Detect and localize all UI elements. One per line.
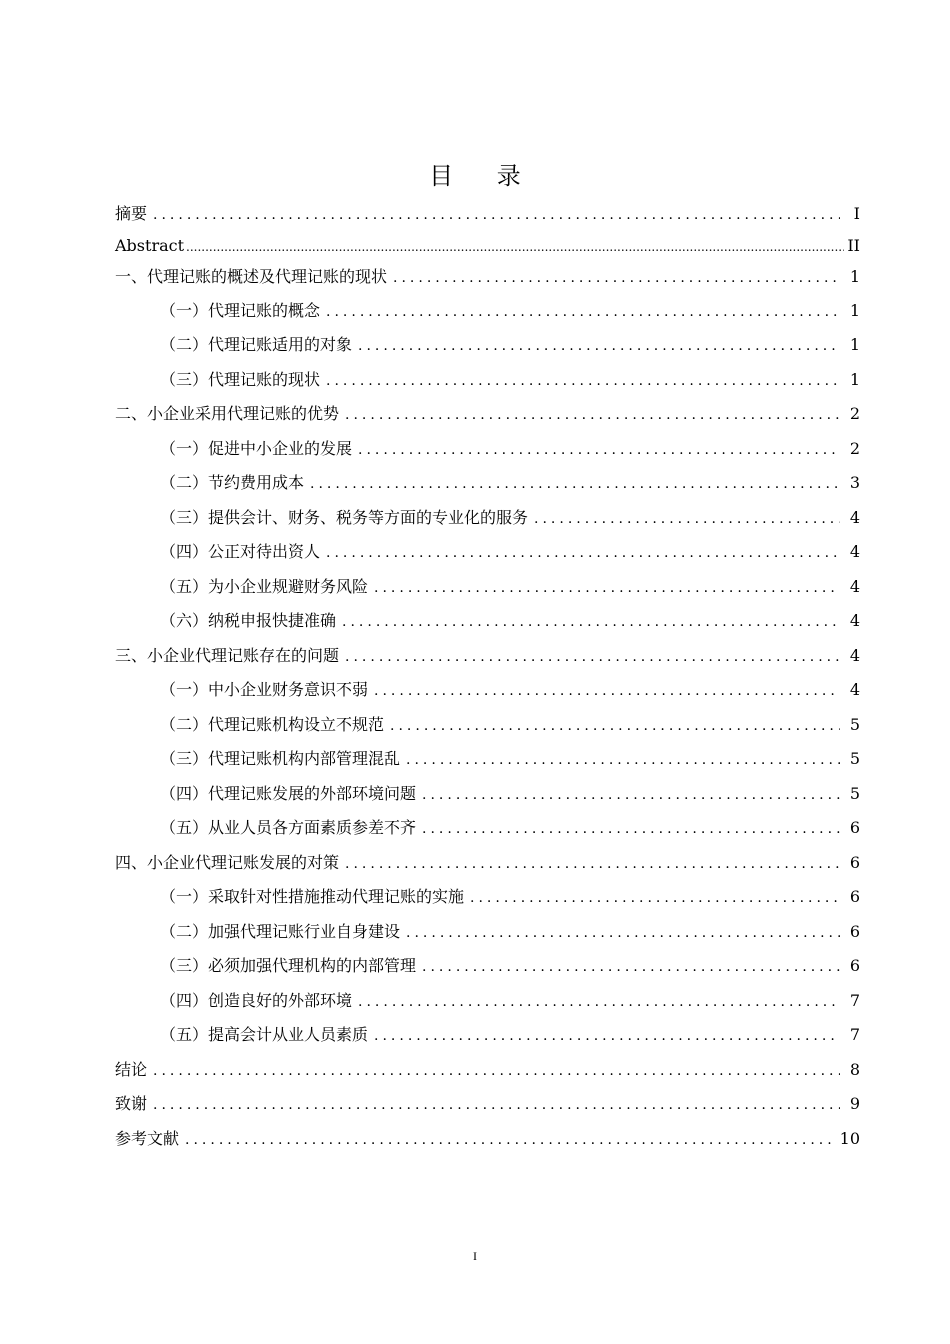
toc-entry-label: （一）代理记账的概念 — [160, 301, 321, 320]
toc-entry-label: 致谢 — [115, 1094, 148, 1113]
toc-leader-dots — [185, 1129, 834, 1151]
toc-entry[interactable] — [115, 609, 860, 633]
toc-entry-page: 1 — [849, 370, 860, 389]
toc-entry-page: 7 — [849, 991, 860, 1010]
toc-entry[interactable] — [115, 575, 860, 599]
toc-entry-label: （四）公正对待出资人 — [160, 542, 321, 561]
toc-entry[interactable] — [115, 816, 860, 840]
toc-entry[interactable] — [115, 265, 860, 289]
toc-entry[interactable] — [115, 678, 860, 702]
toc-entry-label: 三、小企业代理记账存在的问题 — [115, 646, 340, 665]
toc-entry-label: （三）必须加强代理机构的内部管理 — [160, 956, 417, 975]
toc-entry-label: （二）代理记账机构设立不规范 — [160, 715, 385, 734]
toc-entry-page: 6 — [849, 922, 860, 941]
toc-entry-page: 5 — [849, 749, 860, 768]
page-number: I — [473, 1249, 477, 1263]
toc-entry-label: （六）纳税申报快捷准确 — [160, 611, 337, 630]
toc-entry-page: 4 — [849, 646, 860, 665]
toc-entry[interactable] — [115, 920, 860, 944]
toc-entry-page: 2 — [849, 439, 860, 458]
toc-leader-dots — [358, 991, 840, 1013]
toc-leader-dots — [470, 887, 840, 909]
toc-entry[interactable] — [115, 368, 860, 392]
toc-leader-dots — [342, 611, 840, 633]
toc-entry-page: 9 — [849, 1094, 860, 1113]
toc-entry-label: 结论 — [115, 1060, 148, 1079]
toc-leader-dots — [374, 680, 840, 702]
toc-entry[interactable] — [115, 1092, 860, 1116]
toc-entry[interactable] — [115, 506, 860, 530]
toc-entry-label: 二、小企业采用代理记账的优势 — [115, 404, 340, 423]
toc-entry-page: 4 — [849, 577, 860, 596]
toc-entry[interactable] — [115, 1023, 860, 1047]
toc-leader-dots — [153, 204, 840, 226]
toc-entry-label: （一）促进中小企业的发展 — [160, 439, 353, 458]
toc-leader-dots — [390, 715, 840, 737]
toc-entry[interactable] — [115, 782, 860, 806]
toc-entry[interactable] — [115, 333, 860, 357]
toc-entry-page: 7 — [849, 1025, 860, 1044]
toc-entry[interactable] — [115, 1127, 860, 1151]
toc-entry[interactable] — [115, 1058, 860, 1082]
toc-entry-page: 6 — [849, 818, 860, 837]
toc-entry[interactable] — [115, 437, 860, 461]
toc-entry[interactable] — [115, 954, 860, 978]
toc-entry-page: 6 — [849, 887, 860, 906]
toc-leader-dots — [345, 646, 840, 668]
toc-leader-dots — [186, 236, 844, 258]
toc-entry-label: 参考文献 — [115, 1129, 180, 1148]
toc-entry[interactable] — [115, 989, 860, 1013]
toc-entry-page: II — [847, 236, 860, 255]
toc-leader-dots — [153, 1060, 840, 1082]
toc-entry-label: （五）从业人员各方面素质参差不齐 — [160, 818, 417, 837]
toc-entry-label: Abstract — [115, 236, 185, 255]
toc-leader-dots — [406, 922, 840, 944]
toc-leader-dots — [406, 749, 840, 771]
toc-entry[interactable] — [115, 234, 860, 258]
toc-entry-label: （二）节约费用成本 — [160, 473, 305, 492]
toc-leader-dots — [326, 542, 840, 564]
toc-leader-dots — [345, 404, 840, 426]
toc-entry[interactable] — [115, 402, 860, 426]
toc-leader-dots — [534, 508, 840, 530]
toc-entry-label: （一）中小企业财务意识不弱 — [160, 680, 369, 699]
toc-entry-label: （四）创造良好的外部环境 — [160, 991, 353, 1010]
toc-leader-dots — [358, 335, 840, 357]
page-title: 目 录 — [429, 162, 539, 190]
toc-entry-page: 4 — [849, 611, 860, 630]
toc-entry-page: 1 — [849, 301, 860, 320]
toc-entry[interactable] — [115, 885, 860, 909]
toc-entry-label: （五）为小企业规避财务风险 — [160, 577, 369, 596]
toc-entry-page: 4 — [849, 542, 860, 561]
toc-entry-page: 6 — [849, 956, 860, 975]
toc-leader-dots — [310, 473, 840, 495]
toc-entry-label: （一）采取针对性措施推动代理记账的实施 — [160, 887, 465, 906]
toc-leader-dots — [422, 784, 840, 806]
toc-entry-label: （三）代理记账机构内部管理混乱 — [160, 749, 401, 768]
toc-entry-label: 四、小企业代理记账发展的对策 — [115, 853, 340, 872]
toc-entry[interactable] — [115, 540, 860, 564]
toc-entry[interactable] — [115, 713, 860, 737]
toc-entry-page: 4 — [849, 508, 860, 527]
toc-entry-label: 摘要 — [115, 204, 148, 223]
toc-entry-page: 6 — [849, 853, 860, 872]
toc-entry-page: 1 — [849, 267, 860, 286]
toc-entry-page: 10 — [839, 1129, 860, 1148]
toc-entry[interactable] — [115, 471, 860, 495]
toc-entry-page: 1 — [849, 335, 860, 354]
toc-entry-label: （四）代理记账发展的外部环境问题 — [160, 784, 417, 803]
toc-leader-dots — [422, 818, 840, 840]
toc-leader-dots — [374, 577, 840, 599]
toc-entry-page: 8 — [849, 1060, 860, 1079]
toc-entry[interactable] — [115, 299, 860, 323]
toc-leader-dots — [345, 853, 840, 875]
toc-entry-page: 3 — [849, 473, 860, 492]
toc-entry-page: 4 — [849, 680, 860, 699]
toc-leader-dots — [358, 439, 840, 461]
toc-entry-page: 2 — [849, 404, 860, 423]
toc-entry[interactable] — [115, 851, 860, 875]
toc-entry-label: （三）代理记账的现状 — [160, 370, 321, 389]
toc-entry-label: 一、代理记账的概述及代理记账的现状 — [115, 267, 388, 286]
toc-entry-label: （二）代理记账适用的对象 — [160, 335, 353, 354]
toc-entry[interactable] — [115, 202, 860, 226]
toc-entry-label: （五）提高会计从业人员素质 — [160, 1025, 369, 1044]
toc-entry-page: 5 — [849, 715, 860, 734]
toc-entry-page: 5 — [849, 784, 860, 803]
toc-entry[interactable] — [115, 644, 860, 668]
toc-leader-dots — [374, 1025, 840, 1047]
toc-leader-dots — [326, 301, 840, 323]
toc-entry-label: （二）加强代理记账行业自身建设 — [160, 922, 401, 941]
toc-leader-dots — [422, 956, 840, 978]
toc-leader-dots — [393, 267, 840, 289]
toc-entry[interactable] — [115, 747, 860, 771]
toc-entry-label: （三）提供会计、财务、税务等方面的专业化的服务 — [160, 508, 529, 527]
toc-entry-page: I — [853, 204, 860, 223]
toc-leader-dots — [153, 1094, 840, 1116]
toc-leader-dots — [326, 370, 840, 392]
